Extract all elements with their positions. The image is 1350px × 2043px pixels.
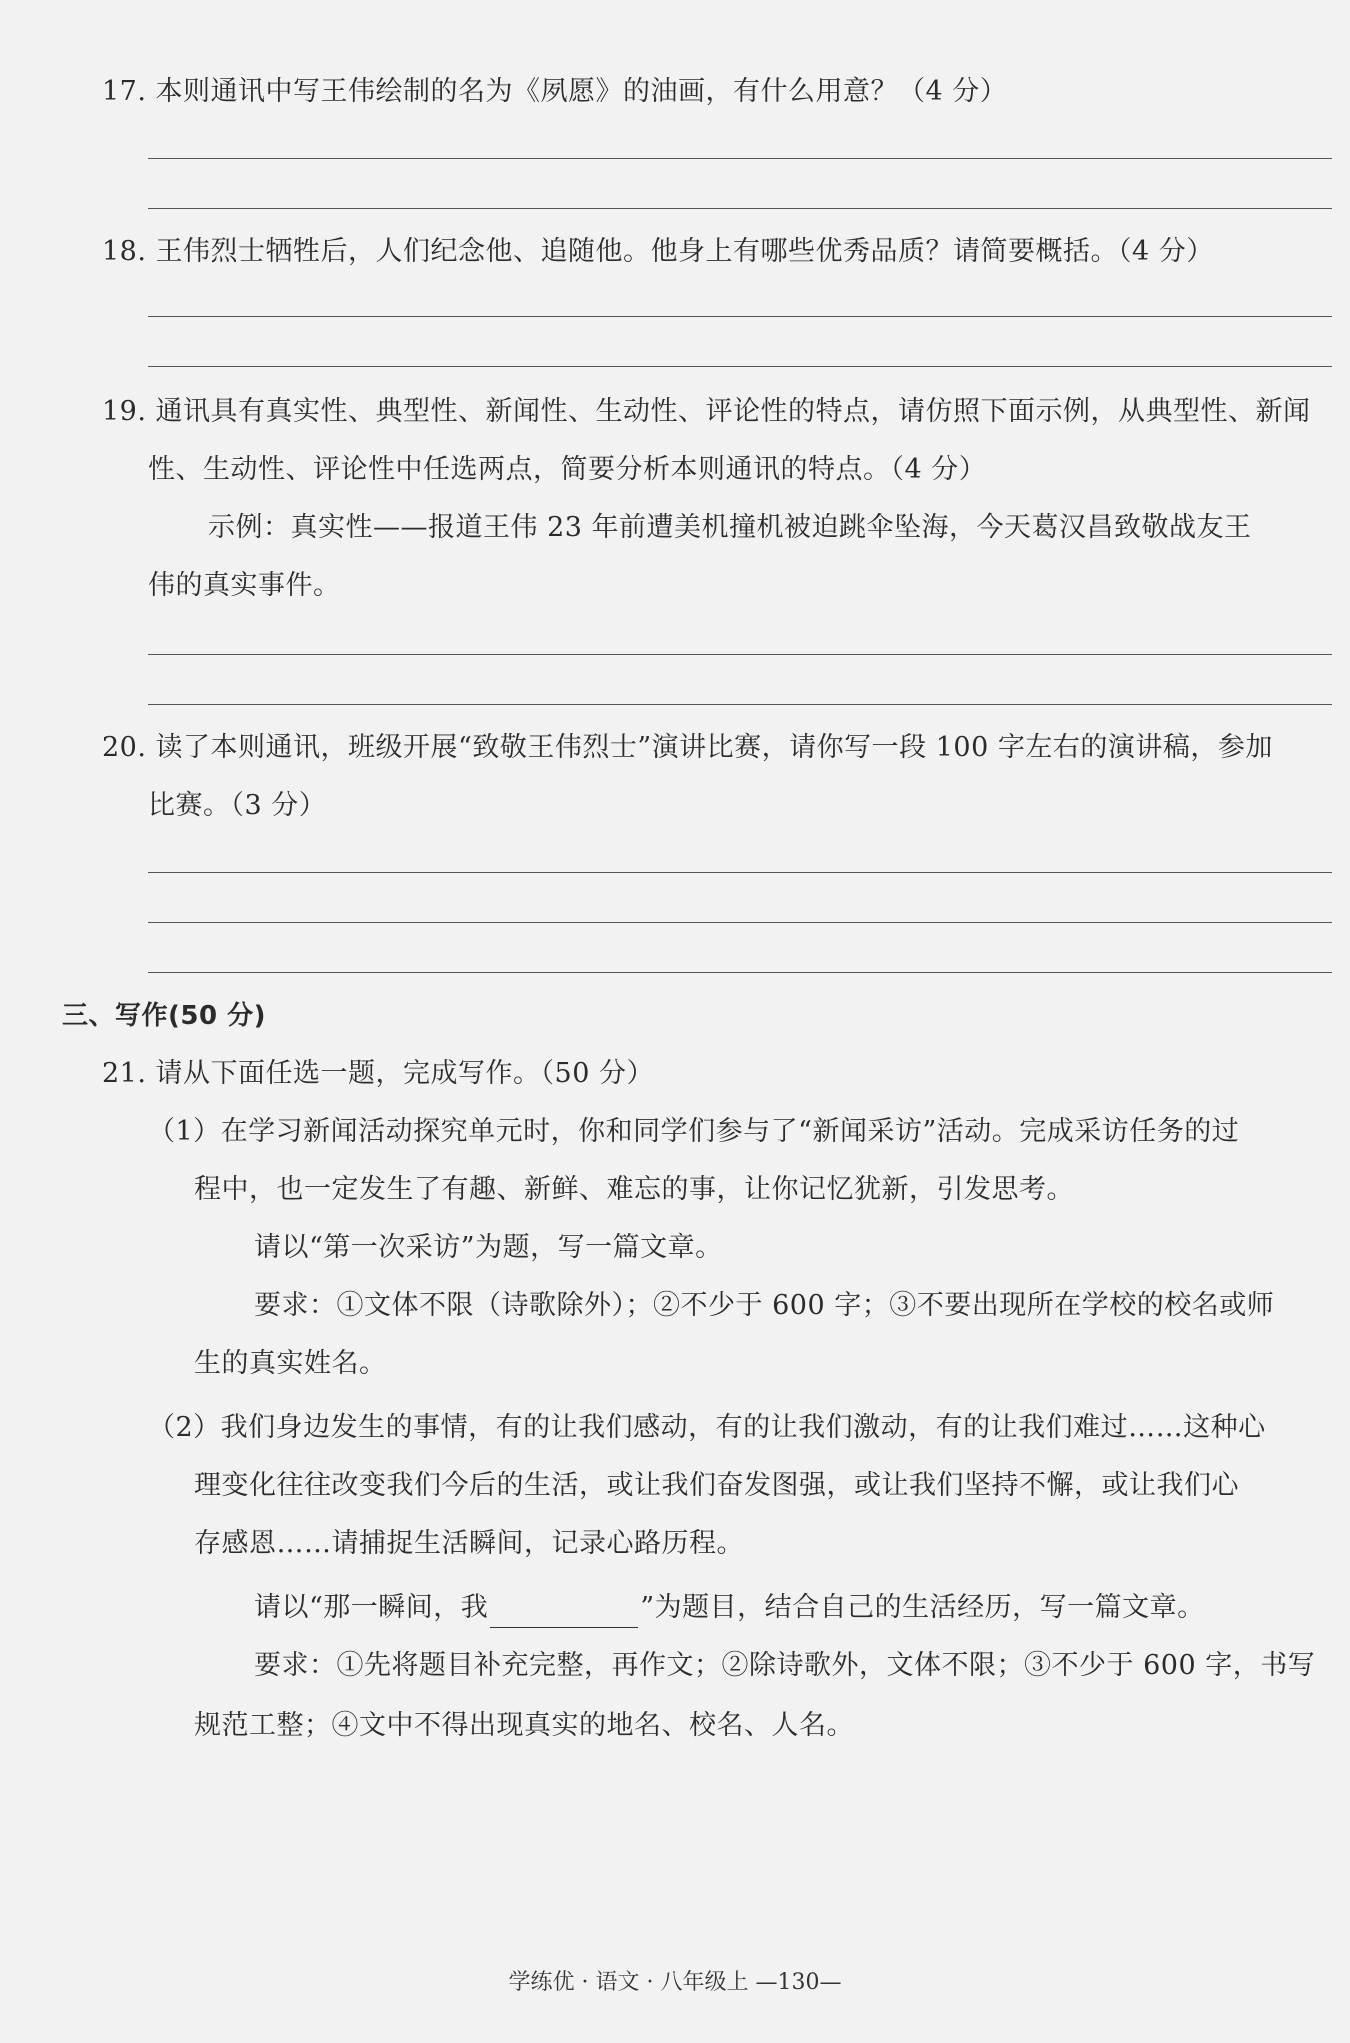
question-17: 17. 本则通讯中写王伟绘制的名为《夙愿》的油画，有什么用意？（4 分） — [102, 76, 1008, 107]
title-prompt-end: ”为题目，结合自己的生活经历，写一篇文章。 — [640, 1592, 1205, 1623]
option-1-line: 请以“第一次采访”为题，写一篇文章。 — [254, 1232, 723, 1263]
answer-line[interactable] — [148, 316, 1332, 317]
option-1-line: （1）在学习新闻活动探究单元时，你和同学们参与了“新闻采访”活动。完成采访任务的过 — [148, 1116, 1240, 1147]
title-prompt-start: 请以“那一瞬间，我 — [254, 1592, 489, 1623]
option-1-requirements-continued: 生的真实姓名。 — [194, 1348, 387, 1379]
question-18: 18. 王伟烈士牺牲后，人们纪念他、追随他。他身上有哪些优秀品质？请简要概括。（4 分） — [102, 236, 1214, 267]
title-blank[interactable] — [490, 1601, 638, 1628]
answer-line[interactable] — [148, 972, 1332, 973]
question-19-example-continued: 伟的真实事件。 — [148, 570, 341, 601]
option-2-requirements-continued: 规范工整；④文中不得出现真实的地名、校名、人名。 — [194, 1710, 854, 1741]
answer-line[interactable] — [148, 208, 1332, 209]
question-20: 20. 读了本则通讯，班级开展“致敬王伟烈士”演讲比赛，请你写一段 100 字左右的演讲稿，参加 — [102, 732, 1273, 763]
question-19-example: 示例：真实性——报道王伟 23 年前遭美机撞机被迫跳伞坠海，今天葛汉昌致敬战友王 — [208, 512, 1252, 543]
answer-line[interactable] — [148, 366, 1332, 367]
option-2-line: 理变化往往改变我们今后的生活，或让我们奋发图强，或让我们坚持不懈，或让我们心 — [194, 1470, 1239, 1501]
option-2-line: 存感恩……请捕捉生活瞬间，记录心路历程。 — [194, 1528, 744, 1559]
option-1-requirements: 要求：①文体不限（诗歌除外）；②不少于 600 字；③不要出现所在学校的校名或师 — [254, 1290, 1275, 1321]
answer-line[interactable] — [148, 872, 1332, 873]
question-19-continued: 性、生动性、评论性中任选两点，简要分析本则通讯的特点。（4 分） — [148, 454, 987, 485]
option-2-line: （2）我们身边发生的事情，有的让我们感动，有的让我们激动，有的让我们难过……这种心 — [148, 1412, 1266, 1443]
question-20-continued: 比赛。（3 分） — [148, 790, 327, 821]
answer-line[interactable] — [148, 654, 1332, 655]
answer-line[interactable] — [148, 158, 1332, 159]
option-1-line: 程中，也一定发生了有趣、新鲜、难忘的事，让你记忆犹新，引发思考。 — [194, 1174, 1074, 1205]
question-19: 19. 通讯具有真实性、典型性、新闻性、生动性、评论性的特点，请仿照下面示例，从典型性、新闻 — [102, 396, 1311, 427]
option-2-title-prompt — [254, 1588, 1205, 1628]
section-heading-writing: 三、写作(50 分) — [62, 1001, 266, 1031]
page-footer: 学练优 · 语文 · 八年级上 —130— — [508, 1970, 842, 1995]
answer-line[interactable] — [148, 704, 1332, 705]
question-21: 21. 请从下面任选一题，完成写作。（50 分） — [102, 1058, 654, 1089]
answer-line[interactable] — [148, 922, 1332, 923]
option-2-requirements: 要求：①先将题目补充完整，再作文；②除诗歌外，文体不限；③不少于 600 字，书写 — [254, 1650, 1316, 1681]
